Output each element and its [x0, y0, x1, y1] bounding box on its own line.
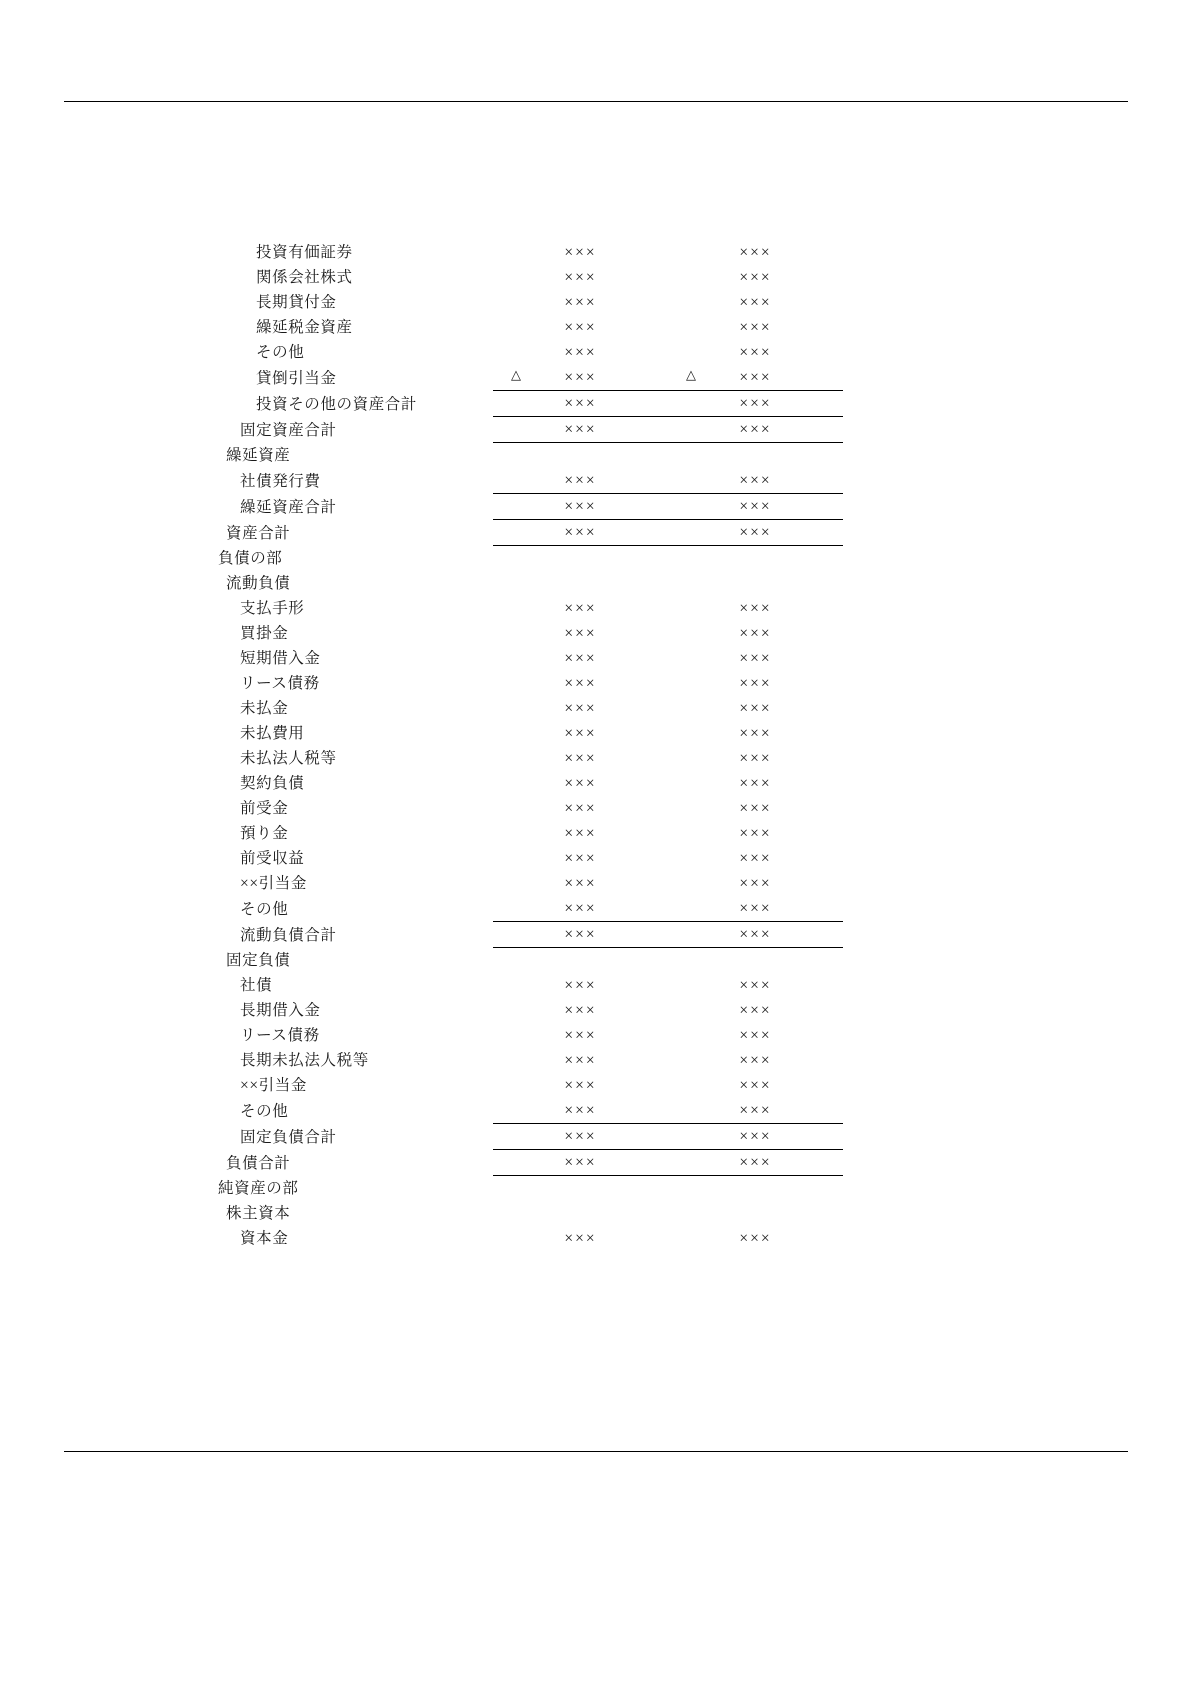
- value-text: ×××: [739, 775, 772, 792]
- previous-period-value: [668, 546, 843, 572]
- value-text: ×××: [739, 1230, 772, 1247]
- balance-sheet-body: [218, 240, 843, 1251]
- value-text: ×××: [564, 395, 597, 412]
- table-row: [218, 821, 843, 846]
- current-period-value: [493, 1124, 668, 1150]
- table-row: [218, 746, 843, 771]
- value-text: ×××: [739, 472, 772, 489]
- previous-period-value: [668, 290, 843, 315]
- table-row: [218, 973, 843, 998]
- previous-period-value: [668, 520, 843, 546]
- header-rule: [64, 101, 1128, 102]
- value-text: ×××: [739, 1077, 772, 1094]
- row-label: 長期未払法人税等: [240, 1052, 369, 1069]
- row-label: 固定負債: [226, 952, 291, 969]
- value-text: ×××: [739, 294, 772, 311]
- value-text: ×××: [739, 369, 772, 386]
- table-row: [218, 871, 843, 896]
- row-label: リース債務: [240, 1027, 320, 1044]
- previous-period-value: [668, 596, 843, 621]
- value-text: ×××: [739, 421, 772, 438]
- previous-period-value: [668, 621, 843, 646]
- previous-period-value: [668, 265, 843, 290]
- row-label: 未払法人税等: [240, 750, 337, 767]
- row-label: 貸倒引当金: [256, 369, 337, 387]
- table-row: [218, 1176, 843, 1202]
- table-row: [218, 1226, 843, 1251]
- value-text: ×××: [564, 344, 597, 361]
- row-label: 契約負債: [240, 775, 305, 792]
- value-text: ×××: [739, 675, 772, 692]
- previous-period-value: [668, 1176, 843, 1202]
- table-row: [218, 443, 843, 469]
- previous-period-value: [668, 365, 843, 391]
- current-period-value: [493, 391, 668, 417]
- value-text: ×××: [564, 1077, 597, 1094]
- current-period-value: [493, 998, 668, 1023]
- current-period-value: [493, 596, 668, 621]
- current-period-value: [493, 1176, 668, 1202]
- row-label: 関係会社株式: [256, 269, 353, 286]
- value-text: ×××: [564, 1052, 597, 1069]
- table-row: [218, 621, 843, 646]
- value-text: ×××: [564, 850, 597, 867]
- current-period-value: [493, 771, 668, 796]
- value-text: ×××: [564, 775, 597, 792]
- row-label: 株主資本: [226, 1205, 291, 1222]
- row-label: 負債の部: [218, 550, 283, 567]
- value-text: ×××: [564, 369, 597, 386]
- table-row: [218, 1048, 843, 1073]
- value-text: ×××: [739, 650, 772, 667]
- current-period-value: [493, 846, 668, 871]
- table-row: [218, 468, 843, 494]
- previous-period-value: [668, 871, 843, 896]
- value-text: ×××: [564, 1154, 597, 1171]
- previous-period-value: [668, 821, 843, 846]
- value-text: ×××: [564, 977, 597, 994]
- previous-period-value: [668, 721, 843, 746]
- row-label: 投資有価証券: [256, 244, 353, 261]
- negative-triangle-icon: △: [686, 367, 696, 382]
- current-period-value: [493, 443, 668, 469]
- value-text: ×××: [564, 725, 597, 742]
- value-text: ×××: [564, 294, 597, 311]
- current-period-value: [493, 1226, 668, 1251]
- previous-period-value: [668, 696, 843, 721]
- row-label: 流動負債合計: [240, 926, 337, 944]
- current-period-value: [493, 1150, 668, 1176]
- value-text: ×××: [739, 625, 772, 642]
- table-row: [218, 365, 843, 391]
- value-text: ×××: [564, 926, 597, 943]
- row-label: リース債務: [240, 675, 320, 692]
- table-row: [218, 771, 843, 796]
- previous-period-value: [668, 1124, 843, 1150]
- row-label: ××引当金: [240, 1077, 307, 1094]
- value-text: ×××: [739, 1027, 772, 1044]
- current-period-value: [493, 646, 668, 671]
- value-text: ×××: [739, 926, 772, 943]
- current-period-value: [493, 1098, 668, 1124]
- previous-period-value: [668, 846, 843, 871]
- value-text: ×××: [739, 1052, 772, 1069]
- row-label: 未払金: [240, 700, 289, 717]
- current-period-value: [493, 696, 668, 721]
- value-text: ×××: [564, 421, 597, 438]
- value-text: ×××: [564, 675, 597, 692]
- value-text: ×××: [739, 875, 772, 892]
- row-label: 前受収益: [240, 850, 305, 867]
- value-text: ×××: [739, 524, 772, 541]
- previous-period-value: [668, 315, 843, 340]
- previous-period-value: [668, 1150, 843, 1176]
- current-period-value: [493, 1023, 668, 1048]
- current-period-value: [493, 494, 668, 520]
- footer-rule: [64, 1451, 1128, 1452]
- value-text: ×××: [739, 1128, 772, 1145]
- value-text: ×××: [564, 1002, 597, 1019]
- row-label: 長期借入金: [240, 1002, 321, 1019]
- table-row: [218, 796, 843, 821]
- value-text: ×××: [564, 700, 597, 717]
- value-text: ×××: [739, 800, 772, 817]
- table-row: [218, 1201, 843, 1226]
- current-period-value: [493, 821, 668, 846]
- previous-period-value: [668, 998, 843, 1023]
- row-label: 長期貸付金: [256, 294, 337, 311]
- row-label: その他: [240, 1102, 289, 1120]
- row-label: その他: [256, 344, 305, 361]
- table-row: [218, 546, 843, 572]
- row-label: 固定負債合計: [240, 1128, 337, 1146]
- previous-period-value: [668, 746, 843, 771]
- table-row: [218, 948, 843, 974]
- current-period-value: [493, 265, 668, 290]
- previous-period-value: [668, 1048, 843, 1073]
- row-label: 支払手形: [240, 600, 305, 617]
- previous-period-value: [668, 973, 843, 998]
- value-text: ×××: [739, 269, 772, 286]
- row-label: 負債合計: [226, 1154, 291, 1172]
- current-period-value: [493, 948, 668, 974]
- current-period-value: [493, 365, 668, 391]
- value-text: ×××: [564, 319, 597, 336]
- value-text: ×××: [564, 1027, 597, 1044]
- current-period-value: [493, 746, 668, 771]
- value-text: ×××: [564, 900, 597, 917]
- previous-period-value: [668, 771, 843, 796]
- value-text: ×××: [564, 1102, 597, 1119]
- row-label: 投資その他の資産合計: [256, 395, 418, 413]
- current-period-value: [493, 1073, 668, 1098]
- table-row: [218, 1098, 843, 1124]
- previous-period-value: [668, 1201, 843, 1226]
- current-period-value: [493, 315, 668, 340]
- value-text: ×××: [739, 1102, 772, 1119]
- value-text: ×××: [564, 472, 597, 489]
- value-text: ×××: [564, 625, 597, 642]
- row-label: 繰延税金資産: [256, 319, 353, 336]
- table-row: [218, 696, 843, 721]
- value-text: ×××: [564, 650, 597, 667]
- row-label: 固定資産合計: [240, 421, 337, 439]
- current-period-value: [493, 721, 668, 746]
- row-label: その他: [240, 900, 289, 918]
- current-period-value: [493, 896, 668, 922]
- table-row: [218, 998, 843, 1023]
- value-text: ×××: [564, 800, 597, 817]
- previous-period-value: [668, 443, 843, 469]
- current-period-value: [493, 671, 668, 696]
- previous-period-value: [668, 494, 843, 520]
- previous-period-value: [668, 391, 843, 417]
- current-period-value: [493, 520, 668, 546]
- previous-period-value: [668, 1098, 843, 1124]
- value-text: ×××: [739, 600, 772, 617]
- table-row: [218, 896, 843, 922]
- value-text: ×××: [739, 750, 772, 767]
- table-row: [218, 571, 843, 596]
- previous-period-value: [668, 417, 843, 443]
- value-text: ×××: [739, 977, 772, 994]
- value-text: ×××: [564, 498, 597, 515]
- previous-period-value: [668, 671, 843, 696]
- current-period-value: [493, 546, 668, 572]
- value-text: ×××: [739, 900, 772, 917]
- value-text: ×××: [739, 498, 772, 515]
- value-text: ×××: [739, 700, 772, 717]
- current-period-value: [493, 417, 668, 443]
- table-row: [218, 391, 843, 417]
- value-text: ×××: [739, 344, 772, 361]
- value-text: ×××: [564, 875, 597, 892]
- previous-period-value: [668, 1023, 843, 1048]
- previous-period-value: [668, 1226, 843, 1251]
- table-row: [218, 520, 843, 546]
- row-label: 未払費用: [240, 725, 305, 742]
- balance-sheet-table: [218, 240, 843, 1251]
- row-label: 繰延資産合計: [240, 498, 337, 516]
- table-row: [218, 671, 843, 696]
- previous-period-value: [668, 571, 843, 596]
- row-label: 前受金: [240, 800, 289, 817]
- value-text: ×××: [739, 1002, 772, 1019]
- value-text: ×××: [739, 850, 772, 867]
- current-period-value: [493, 1201, 668, 1226]
- value-text: ×××: [564, 750, 597, 767]
- value-text: ×××: [564, 524, 597, 541]
- table-row: [218, 1124, 843, 1150]
- value-text: ×××: [564, 825, 597, 842]
- current-period-value: [493, 240, 668, 265]
- row-label: 流動負債: [226, 575, 291, 592]
- row-label: 社債発行費: [240, 472, 321, 490]
- row-label: 短期借入金: [240, 650, 321, 667]
- row-label: 資産合計: [226, 524, 291, 542]
- value-text: ×××: [564, 269, 597, 286]
- table-row: [218, 494, 843, 520]
- row-label: 預り金: [240, 825, 289, 842]
- current-period-value: [493, 571, 668, 596]
- current-period-value: [493, 1048, 668, 1073]
- previous-period-value: [668, 948, 843, 974]
- previous-period-value: [668, 796, 843, 821]
- value-text: ×××: [564, 1230, 597, 1247]
- current-period-value: [493, 973, 668, 998]
- value-text: ×××: [739, 825, 772, 842]
- table-row: [218, 265, 843, 290]
- row-label: 純資産の部: [218, 1180, 299, 1197]
- row-label: 繰延資産: [226, 447, 291, 464]
- row-label: ××引当金: [240, 875, 307, 892]
- previous-period-value: [668, 646, 843, 671]
- table-row: [218, 596, 843, 621]
- current-period-value: [493, 621, 668, 646]
- current-period-value: [493, 922, 668, 948]
- current-period-value: [493, 796, 668, 821]
- current-period-value: [493, 468, 668, 494]
- current-period-value: [493, 290, 668, 315]
- value-text: ×××: [564, 600, 597, 617]
- previous-period-value: [668, 240, 843, 265]
- value-text: ×××: [739, 244, 772, 261]
- row-label: 社債: [240, 977, 273, 994]
- table-row: [218, 240, 843, 265]
- table-row: [218, 417, 843, 443]
- previous-period-value: [668, 896, 843, 922]
- table-row: [218, 340, 843, 365]
- balance-sheet-table-wrap: [0, 240, 1192, 1251]
- negative-triangle-icon: △: [511, 367, 521, 382]
- table-row: [218, 721, 843, 746]
- value-text: ×××: [564, 1128, 597, 1145]
- table-row: [218, 315, 843, 340]
- value-text: ×××: [564, 244, 597, 261]
- row-label: 資本金: [240, 1230, 289, 1247]
- table-row: [218, 646, 843, 671]
- table-row: [218, 1073, 843, 1098]
- value-text: ×××: [739, 319, 772, 336]
- previous-period-value: [668, 922, 843, 948]
- table-row: [218, 290, 843, 315]
- previous-period-value: [668, 468, 843, 494]
- table-row: [218, 1150, 843, 1176]
- previous-period-value: [668, 1073, 843, 1098]
- table-row: [218, 1023, 843, 1048]
- table-row: [218, 846, 843, 871]
- value-text: ×××: [739, 725, 772, 742]
- value-text: ×××: [739, 395, 772, 412]
- table-row: [218, 922, 843, 948]
- row-label: 買掛金: [240, 625, 289, 642]
- current-period-value: [493, 871, 668, 896]
- value-text: ×××: [739, 1154, 772, 1171]
